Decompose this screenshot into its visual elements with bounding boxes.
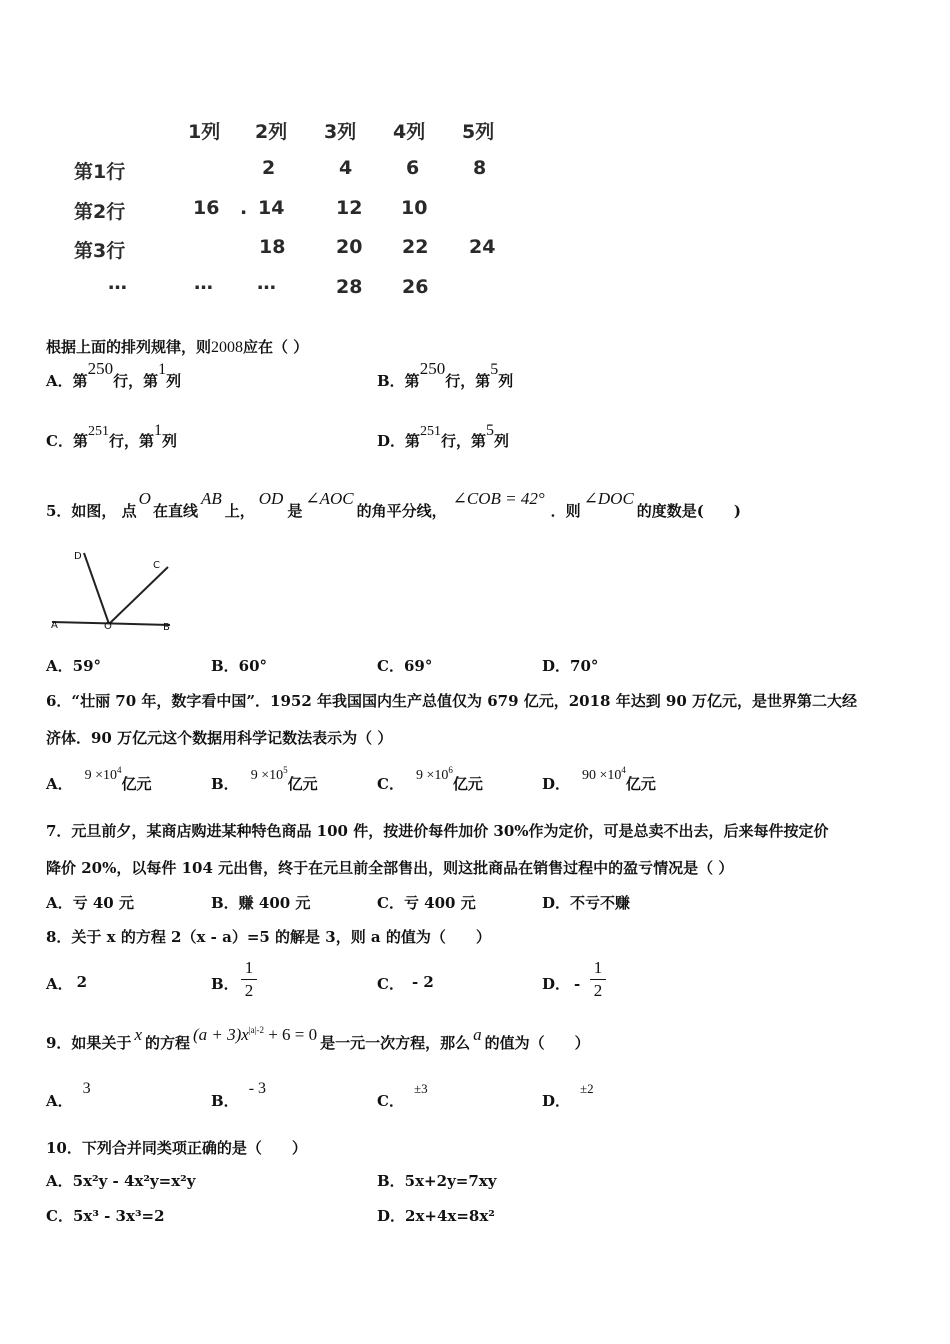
q5-option-d[interactable]: D．70° [542,657,599,675]
q6-option-d[interactable]: D． $90 \times 10^4$亿元 [542,765,656,793]
q10-option-c[interactable]: C．5x³ - 3x³=2 [46,1207,165,1225]
q7-option-d[interactable]: D．不亏不赚 [542,894,631,912]
q5-option-b[interactable]: B．60° [211,657,268,675]
table-cell: 22 [402,236,429,258]
table-cell: 6 [406,157,420,179]
q4-option-d[interactable]: D．第251行，第5列 [377,422,510,450]
q8-stem: 8．关于 x 的方程 2（x - a）=5 的解是 3，则 a 的值为（ ） [46,928,491,946]
table-cell: 20 [336,236,363,258]
q7-stem-line1: 7．元旦前夕，某商店购进某种特色商品 100 件，按进价每件加价 30%作为定价，可是总卖不出去，后来每件按定价 [46,822,829,840]
q5-option-c[interactable]: C．69° [377,657,433,675]
row-header: 第2行 [74,201,126,223]
q9-option-a[interactable]: A．3 [46,1080,91,1110]
q9-option-c[interactable]: C．±3 [377,1081,428,1110]
q4-stem: 根据上面的排列规律，则2008应在（ ） [46,338,309,356]
q9-stem: 9．如果关于 x 的方程 $(a + 3)x^{|a|-2} + 6 = 0$ 是一元一次方程，那么 a 的值为（ ） [46,1025,590,1052]
col-header: 1列 [188,121,221,143]
q10-option-b[interactable]: B．5x+2y=7xy [377,1172,497,1190]
col-header: 4列 [393,121,426,143]
table-cell: 24 [469,236,496,258]
point-label-c: C [153,560,160,571]
q8-option-a[interactable]: A． 2 [46,973,88,993]
q7-option-a[interactable]: A．亏 40 元 [46,894,134,912]
q10-option-a[interactable]: A．5x²y - 4x²y=x²y [46,1172,196,1190]
col-header: 2列 [255,121,288,143]
q8-option-b[interactable]: B． [211,975,239,993]
q6-stem-line2: 济体．90 万亿元这个数据用科学记数法表示为（ ） [46,729,393,747]
table-cell: 8 [473,157,487,179]
table-cell: … [194,272,213,294]
col-header: 3列 [324,121,357,143]
ray-oc [109,567,168,624]
q9-option-b[interactable]: B．- 3 [211,1080,267,1110]
table-cell: 12 [336,197,363,219]
q5-stem: 5．如图， 点O在直线AB上，OD是∠AOC的角平分线，∠COB = 42°．则∠DOC的度数是( ) [46,489,741,520]
point-label-d: D [74,551,82,562]
ray-od [84,553,109,624]
q5-option-a[interactable]: A．59° [46,657,102,675]
q4-option-c[interactable]: C．第251行，第1列 [46,422,177,450]
point-label-b: B [163,622,170,633]
row-header: 第3行 [74,240,126,262]
q7-stem-line2: 降价 20%，以每件 104 元出售，终于在元旦前全部售出，则这批商品在销售过程中的盈亏情况是（ ） [46,859,734,877]
table-cell: 10 [401,197,428,219]
q8-fraction-b: 1 2 [241,958,257,1001]
table-cell: 28 [336,276,363,298]
point-label-o: O [104,621,112,632]
table-cell: 2 [262,157,276,179]
q8-option-d[interactable]: D． - [542,975,581,993]
col-header: 5列 [462,121,495,143]
table-cell: 16 [193,197,220,219]
table-cell: … [257,272,276,294]
q10-option-d[interactable]: D．2x+4x=8x² [377,1207,495,1225]
q9-option-d[interactable]: D．±2 [542,1081,594,1110]
q4-option-b[interactable]: B．第250行，第5列 [377,359,514,390]
q8-option-c[interactable]: C． - 2 [377,973,434,993]
q6-stem-line1: 6．“壮丽 70 年，数字看中国”．1952 年我国国内生产总值仅为 679 亿元，2018 年达到 90 万亿元，是世界第二大经 [46,692,858,710]
scan-dot: . [240,197,248,219]
table-cell: 26 [402,276,429,298]
table-cell: 18 [259,236,286,258]
q8-fraction-d: 1 2 [590,958,606,1001]
row-header: 第1行 [74,161,126,183]
point-label-a: A [51,620,58,631]
q6-option-a[interactable]: A． $9 \times 10^4$亿元 [46,765,152,793]
q10-stem: 10．下列合并同类项正确的是（ ） [46,1139,307,1157]
q7-option-b[interactable]: B．赚 400 元 [211,894,311,912]
q6-option-b[interactable]: B． $9 \times 10^5$亿元 [211,765,318,793]
q4-option-a[interactable]: A．第250行，第1列 [46,359,182,390]
table-cell: 4 [339,157,353,179]
row-header: … [108,272,127,294]
fraction-bar [590,979,606,980]
fraction-bar [241,979,257,980]
q7-option-c[interactable]: C．亏 400 元 [377,894,476,912]
table-cell: 14 [258,197,285,219]
q6-option-c[interactable]: C． $9 \times 10^6$亿元 [377,765,483,793]
